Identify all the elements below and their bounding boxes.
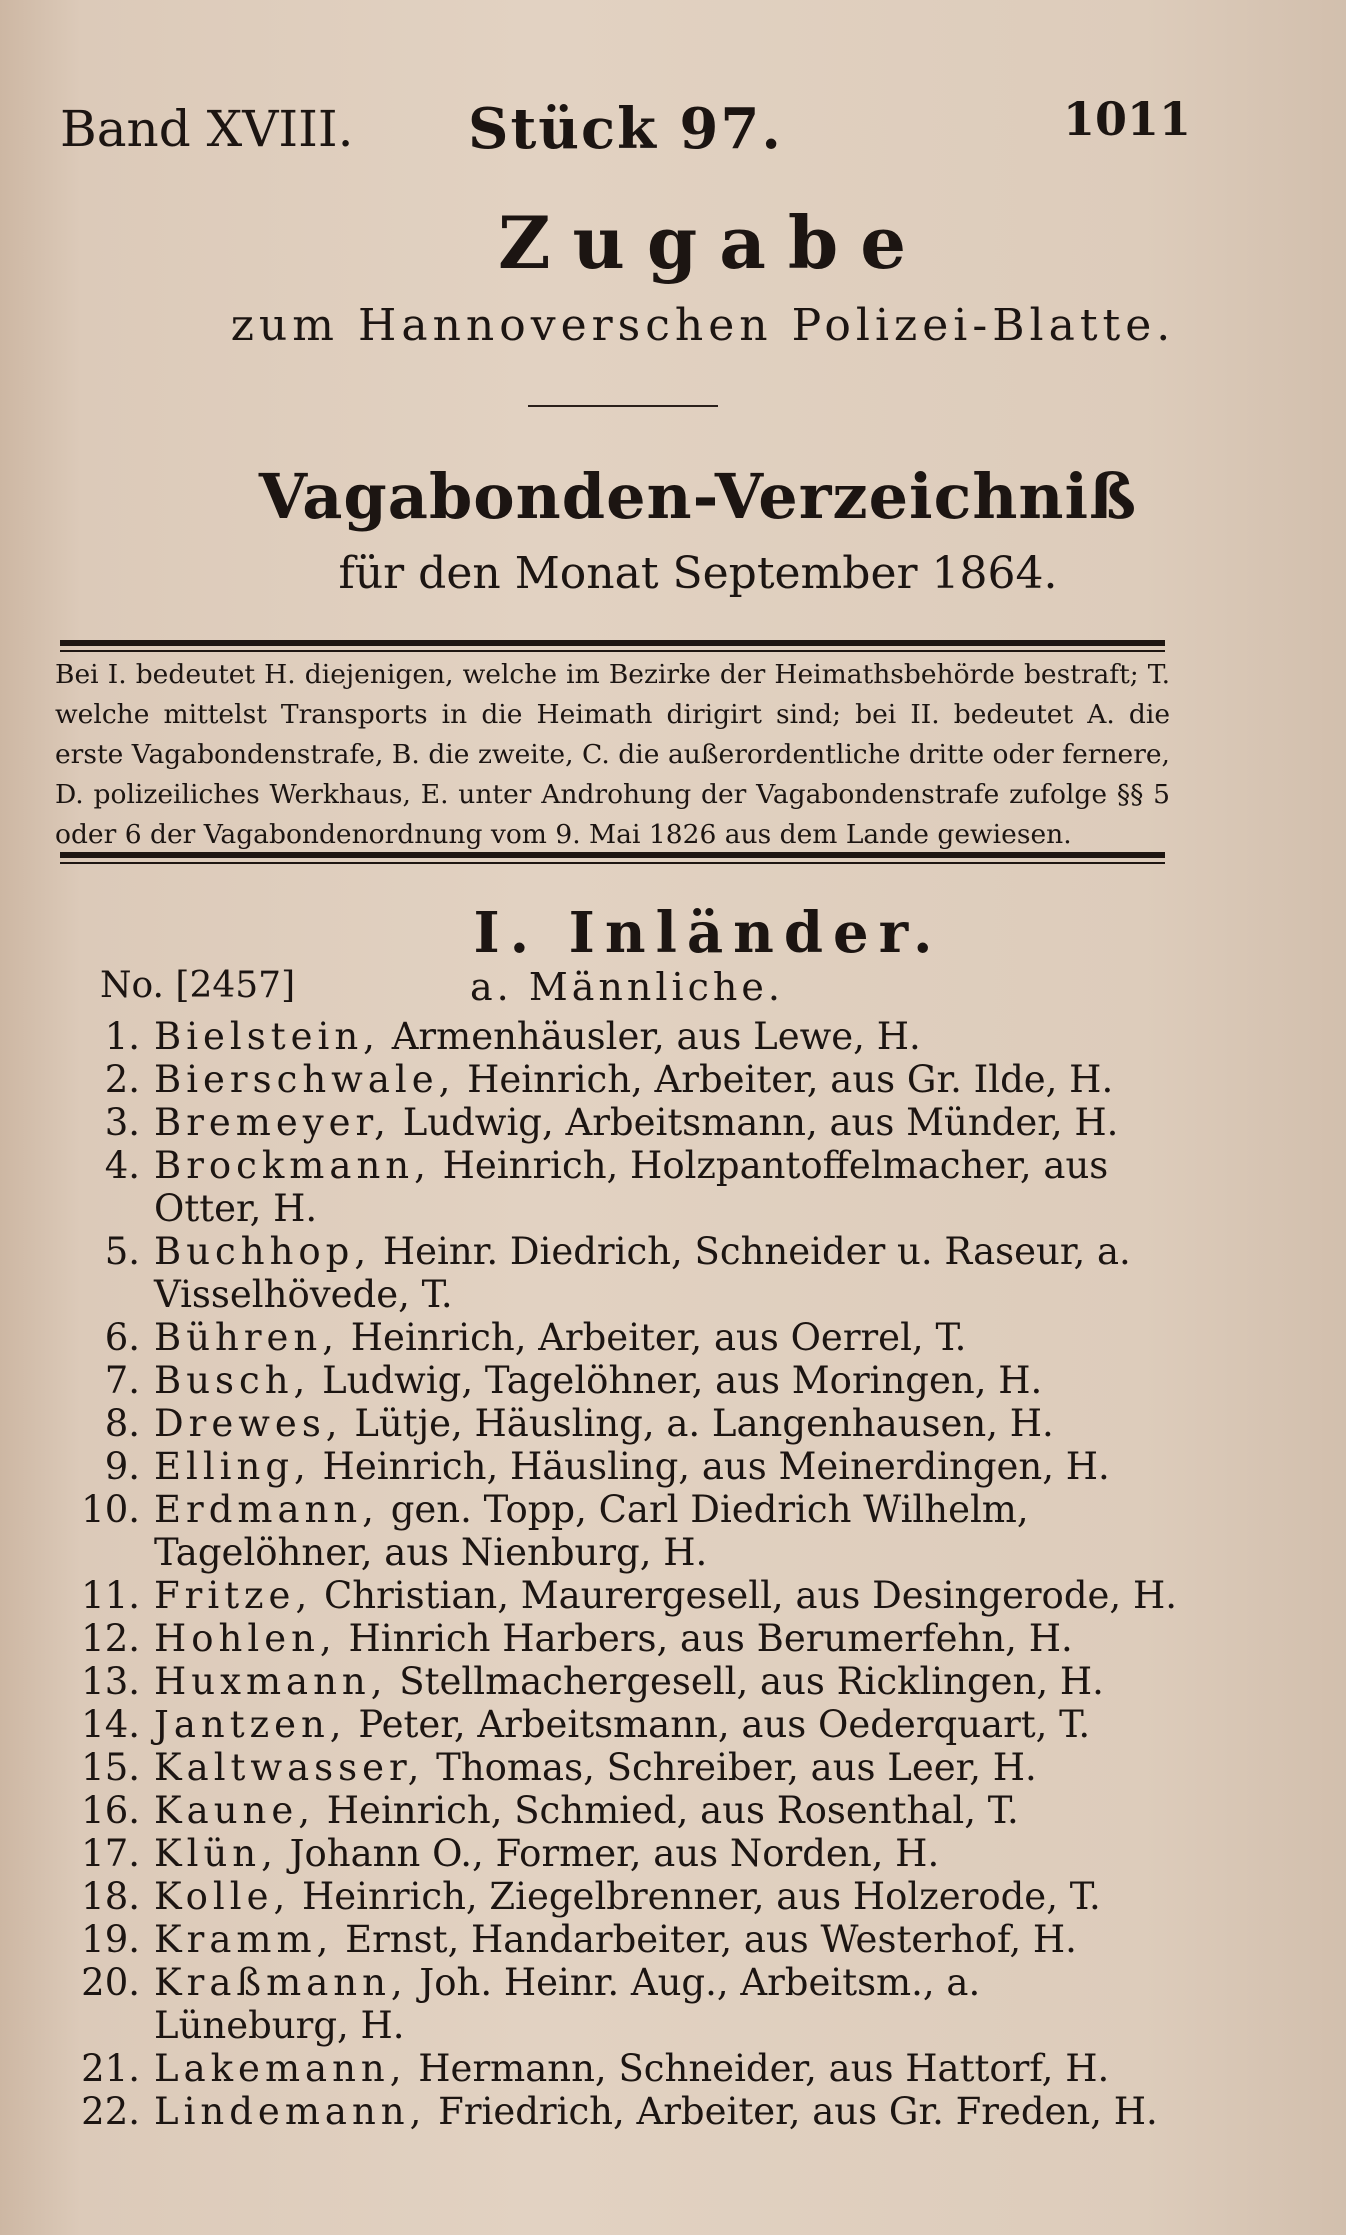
entry-number: 4. bbox=[104, 1144, 140, 1187]
entry-text bbox=[154, 1789, 1180, 1832]
entry-text bbox=[154, 1918, 1180, 1961]
list-item bbox=[50, 1574, 1180, 1617]
entry-surname: Bühren, bbox=[154, 1316, 340, 1359]
entry-text bbox=[154, 1660, 1180, 1703]
section-heading: I. Inländer. bbox=[473, 900, 943, 966]
entry-details: Ludwig, Arbeitsmann, aus Münder, H. bbox=[390, 1101, 1119, 1144]
list-item bbox=[50, 2090, 1180, 2133]
list-item bbox=[50, 1101, 1180, 1144]
entry-surname: Bremeyer, bbox=[154, 1101, 391, 1144]
entry-details: Hinrich Harbers, aus Berumerfehn, H. bbox=[336, 1617, 1073, 1660]
entry-surname: Bierschwale, bbox=[154, 1058, 456, 1101]
entry-details: Christian, Maurergesell, aus Desingerode, H. bbox=[312, 1574, 1177, 1617]
entry-text bbox=[154, 1101, 1180, 1144]
list-item bbox=[50, 1789, 1180, 1832]
entry-text bbox=[154, 1359, 1180, 1402]
list-item bbox=[50, 1703, 1180, 1746]
note-bottom-rule bbox=[60, 852, 1165, 858]
entry-surname: Huxmann, bbox=[154, 1660, 388, 1703]
list-item bbox=[50, 1875, 1180, 1918]
explanatory-note: Bei I. bedeutet H. diejenigen, welche im Bezirke der Heimathsbehörde bestraft; T. welche mittelst Transports in die Heimath dirigirt sind; bei II. bedeutet A. die erste Vagabondenstrafe, B. die zweite, C. die außerordentliche dritte oder fernere, D. polizeiliches Werkhaus, E. unter Androhung der Vagabondenstrafe zufolge §§ 5 oder 6 der Vagabondenordnung vom 9. Mai 1826 aus dem Lande gewiesen. bbox=[55, 659, 1170, 850]
entry-details: Ludwig, Tagelöhner, aus Moringen, H. bbox=[310, 1359, 1043, 1402]
entry-surname: Hohlen, bbox=[154, 1617, 337, 1660]
issue-label: Stück 97. bbox=[468, 96, 783, 162]
list-item bbox=[50, 1144, 1180, 1230]
entry-surname: Kaune, bbox=[154, 1789, 316, 1832]
list-item bbox=[50, 1918, 1180, 1961]
entry-number: 5. bbox=[104, 1230, 140, 1273]
entry-number: 12. bbox=[81, 1617, 140, 1660]
entry-number: 10. bbox=[81, 1488, 140, 1531]
entry-text bbox=[154, 1961, 1180, 2047]
entry-number: 8. bbox=[104, 1402, 140, 1445]
entry-number: 20. bbox=[81, 1961, 140, 2004]
entry-text bbox=[154, 1488, 1180, 1574]
entry-surname: Elling, bbox=[154, 1445, 311, 1488]
entry-details: Peter, Arbeitsmann, aus Oederquart, T. bbox=[346, 1703, 1091, 1746]
entry-surname: Lakemann, bbox=[154, 2047, 407, 2090]
entry-details: Armenhäusler, aus Lewe, H. bbox=[379, 1015, 921, 1058]
entry-number: 13. bbox=[81, 1660, 140, 1703]
entry-details: gen. Topp, Carl Diedrich Wilhelm, Tagelöhner, aus Nienburg, H. bbox=[154, 1488, 1029, 1574]
entry-text bbox=[154, 1703, 1180, 1746]
entry-number-label: No. [2457] bbox=[100, 965, 296, 1006]
entry-surname: Bielstein, bbox=[154, 1015, 380, 1058]
note-top-rule-thin bbox=[60, 650, 1165, 652]
entry-details: Heinrich, Arbeiter, aus Gr. Ilde, H. bbox=[455, 1058, 1114, 1101]
entry-surname: Drewes, bbox=[154, 1402, 343, 1445]
entry-details: Friedrich, Arbeiter, aus Gr. Freden, H. bbox=[426, 2090, 1158, 2133]
entry-details: Heinr. Diedrich, Schneider u. Raseur, a. Visselhövede, T. bbox=[154, 1230, 1131, 1316]
entry-details: Ernst, Handarbeiter, aus Westerhof, H. bbox=[333, 1918, 1077, 1961]
entry-text bbox=[154, 1015, 1180, 1058]
subsection-heading: a. Männliche. bbox=[470, 965, 784, 1009]
entry-details: Thomas, Schreiber, aus Leer, H. bbox=[424, 1746, 1037, 1789]
entry-text bbox=[154, 1832, 1180, 1875]
entry-text bbox=[154, 1402, 1180, 1445]
list-item bbox=[50, 1015, 1180, 1058]
list-item bbox=[50, 1316, 1180, 1359]
entry-details: Lütje, Häusling, a. Langenhausen, H. bbox=[342, 1402, 1054, 1445]
list-item bbox=[50, 1359, 1180, 1402]
entry-text bbox=[154, 1230, 1180, 1316]
entry-details: Heinrich, Häusling, aus Meinerdingen, H. bbox=[310, 1445, 1110, 1488]
list-item bbox=[50, 1488, 1180, 1574]
list-item bbox=[50, 1058, 1180, 1101]
entry-number: 2. bbox=[104, 1058, 140, 1101]
entry-number: 15. bbox=[81, 1746, 140, 1789]
entry-number: 7. bbox=[104, 1359, 140, 1402]
entry-number: 11. bbox=[81, 1574, 140, 1617]
entry-text bbox=[154, 1445, 1180, 1488]
month-line: für den Monat September 1864. bbox=[338, 548, 1058, 599]
entry-text bbox=[154, 2047, 1180, 2090]
entry-number: 1. bbox=[104, 1015, 140, 1058]
entry-text bbox=[154, 1875, 1180, 1918]
entry-surname: Lindemann, bbox=[154, 2090, 427, 2133]
entry-text bbox=[154, 1316, 1180, 1359]
entry-details: Heinrich, Arbeiter, aus Oerrel, T. bbox=[339, 1316, 967, 1359]
entry-details: Joh. Heinr. Aug., Arbeitsm., a. Lüneburg, H. bbox=[154, 1961, 981, 2047]
entry-number: 22. bbox=[81, 2090, 140, 2133]
entry-number: 9. bbox=[104, 1445, 140, 1488]
entry-number: 6. bbox=[104, 1316, 140, 1359]
entry-surname: Kaltwasser, bbox=[154, 1746, 425, 1789]
entry-number: 17. bbox=[81, 1832, 140, 1875]
list-item bbox=[50, 1832, 1180, 1875]
entry-number: 21. bbox=[81, 2047, 140, 2090]
entry-details: Heinrich, Holzpantoffelmacher, aus Otter, H. bbox=[154, 1144, 1109, 1230]
entry-surname: Klün, bbox=[154, 1832, 278, 1875]
entry-text bbox=[154, 1058, 1180, 1101]
note-bottom-rule-thin bbox=[60, 862, 1165, 864]
entry-surname: Busch, bbox=[154, 1359, 311, 1402]
entry-text bbox=[154, 1617, 1180, 1660]
list-item bbox=[50, 1402, 1180, 1445]
document-title: Zugabe bbox=[497, 200, 929, 285]
entry-number: 14. bbox=[81, 1703, 140, 1746]
list-heading: Vagabonden-Verzeichniß bbox=[258, 460, 1138, 533]
entry-details: Stellmachergesell, aus Ricklingen, H. bbox=[387, 1660, 1104, 1703]
entry-surname: Brockmann, bbox=[154, 1144, 431, 1187]
entry-number: 3. bbox=[104, 1101, 140, 1144]
document-subtitle: zum Hannoverschen Polizei-Blatte. bbox=[230, 300, 1176, 351]
entry-details: Johann O., Former, aus Norden, H. bbox=[277, 1832, 940, 1875]
entry-surname: Kramm, bbox=[154, 1918, 334, 1961]
title-divider bbox=[528, 405, 718, 407]
entry-list bbox=[50, 1015, 1180, 2133]
list-item bbox=[50, 1961, 1180, 2047]
list-item bbox=[50, 2047, 1180, 2090]
entry-text bbox=[154, 1144, 1180, 1230]
entry-surname: Jantzen, bbox=[154, 1703, 347, 1746]
entry-text bbox=[154, 2090, 1180, 2133]
list-item bbox=[50, 1445, 1180, 1488]
list-item bbox=[50, 1617, 1180, 1660]
entry-surname: Fritze, bbox=[154, 1574, 313, 1617]
entry-number: 16. bbox=[81, 1789, 140, 1832]
entry-text bbox=[154, 1574, 1180, 1617]
note-top-rule bbox=[60, 640, 1165, 646]
list-item bbox=[50, 1230, 1180, 1316]
page-number: 1011 bbox=[1063, 92, 1192, 146]
entry-details: Heinrich, Schmied, aus Rosenthal, T. bbox=[315, 1789, 1019, 1832]
entry-number: 19. bbox=[81, 1918, 140, 1961]
entry-details: Hermann, Schneider, aus Hattorf, H. bbox=[406, 2047, 1110, 2090]
list-item bbox=[50, 1660, 1180, 1703]
list-item bbox=[50, 1746, 1180, 1789]
entry-surname: Kolle, bbox=[154, 1875, 291, 1918]
entry-number: 18. bbox=[81, 1875, 140, 1918]
volume-label: Band XVIII. bbox=[60, 100, 354, 158]
entry-text bbox=[154, 1746, 1180, 1789]
entry-details: Heinrich, Ziegelbrenner, aus Holzerode, T. bbox=[290, 1875, 1101, 1918]
entry-surname: Erdmann, bbox=[154, 1488, 379, 1531]
entry-surname: Buchhop, bbox=[154, 1230, 372, 1273]
entry-surname: Kraßmann, bbox=[154, 1961, 408, 2004]
